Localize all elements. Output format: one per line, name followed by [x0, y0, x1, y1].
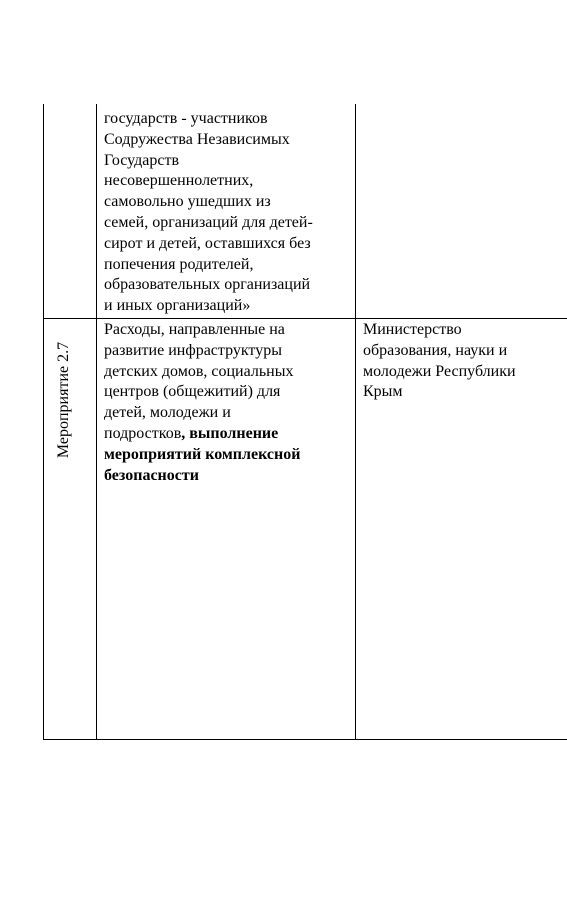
- measure-description-bold: , выполнение мероприятий комплексной безопасности: [104, 424, 301, 484]
- measure-label-cell: [52, 330, 76, 470]
- measure-label: Мероприятие 2.7: [55, 341, 73, 459]
- table-border-col2: [355, 104, 356, 740]
- measure-executor: Министерство образования, науки и молодежи Республики Крым: [363, 321, 516, 401]
- table-border-bottom: [43, 739, 567, 740]
- measure-description-text: Расходы, направленные на развитие инфраструктуры детских домов, социальных центров (общежитий) для детей, молодежи и подростков: [104, 321, 294, 442]
- table-border-left: [43, 104, 44, 740]
- measure-description: [104, 320, 352, 486]
- continued-row-description: государств - участников Содружества Независимых Государств несовершеннолетних, самовольно ушедших из семей, организаций для детей- сирот и детей, оставшихся без попечения родителей, образовательных организаций и иных организаций»: [104, 110, 313, 315]
- table-row-divider: [43, 318, 567, 319]
- table-border-col1: [96, 104, 97, 740]
